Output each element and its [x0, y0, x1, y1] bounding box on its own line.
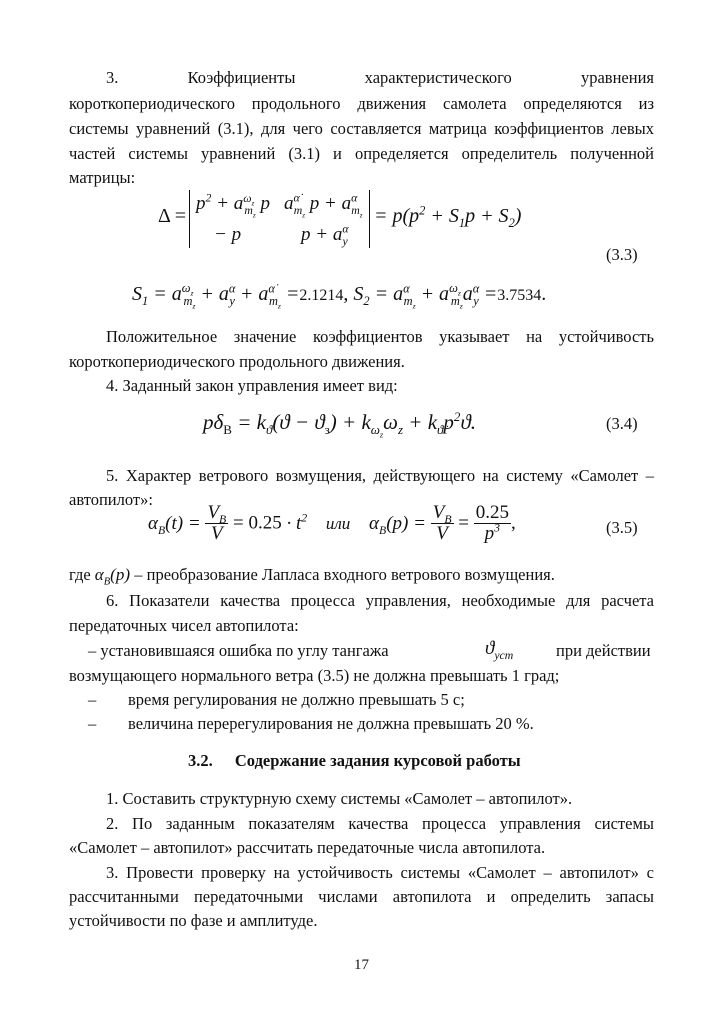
item3-word3: уравнения [580, 68, 655, 87]
task1: 1. Составить структурную схему системы «Самолет – автопилот». [106, 789, 573, 808]
det-bar-right [369, 190, 370, 248]
item5-line1: 5. Характер ветрового возмущения, действующего на систему «Самолет – [106, 466, 654, 485]
item6-line2: передаточных чисел автопилота: [69, 616, 299, 635]
item6-bullet2: время регулирования не должно превышать 5 с; [128, 690, 465, 709]
item3-line5: матрицы: [69, 168, 136, 187]
equation-number-3-5: (3.5) [606, 518, 638, 537]
item6-bullet1-part1: – установившаяся ошибка по углу тангажа [88, 641, 389, 660]
item6-line1: 6. Показатели качества процесса управления, необходимые для расчета [106, 591, 654, 610]
det-bar-left [189, 190, 190, 248]
item3-word1: 3. Коэффициенты [106, 68, 296, 87]
where-prefix: где [69, 565, 91, 584]
wind-coef-t: 0.25 [248, 512, 282, 534]
item4-text: 4. Заданный закон управления имеет вид: [106, 376, 398, 395]
task3-line2: рассчитанными передаточными числами автопилота и определить запасы [69, 887, 654, 906]
positive-line2: короткопериодического продольного движения. [69, 352, 405, 371]
task2-line2: «Самолет – автопилот» рассчитать передаточные числа автопилота. [69, 838, 546, 857]
item5-line2: автопилот»: [69, 490, 153, 509]
where-line: где $\alpha_B(p)$ – преобразование Лапласа входного ветрового возмущения. [69, 565, 555, 588]
word-or: или [325, 513, 351, 533]
page-number: 17 [354, 957, 369, 973]
item6-bullet3: величина перерегулирования не должна превышать 20 %. [128, 714, 534, 733]
wind-coef-p: 0.25 [475, 502, 509, 523]
item3-line2: короткопериодического продольного движения самолета определяются из [69, 94, 654, 113]
task2-line1: 2. По заданным показателям качества процесса управления системы [106, 814, 654, 833]
equation-number-3-3: (3.3) [606, 245, 638, 264]
task3-line1: 3. Провести проверку на устойчивость системы «Самолет – автопилот» с [106, 863, 654, 882]
section-title: Содержание задания курсовой работы [234, 751, 521, 770]
item3-line1 [106, 68, 654, 88]
dash-bullet2: – [88, 690, 97, 709]
task3-line3: устойчивости по фазе и амплитуде. [69, 911, 318, 930]
item6-bullet1-line2: возмущающего нормального ветра (3.5) не должна превышать 1 град; [69, 666, 560, 685]
where-text: – преобразование Лапласа входного ветрового возмущения. [134, 565, 555, 584]
item3-line4: частей системы уравнений (3.1) и определяется определитель полученной [69, 144, 654, 163]
s2-value: 3.7534 [497, 287, 542, 304]
item3-word2: характеристического [364, 68, 512, 87]
positive-line1: Положительное значение коэффициентов указывает на устойчивость [106, 327, 654, 346]
item6-bullet1-part2: при действии [556, 641, 651, 660]
s1-value: 2.1214 [299, 287, 344, 304]
equation-s1-s2: $S_1 = a^{\omega_z}_{m_z} + a^\alpha_y + a^{\alphȧ}_{m_z} =2.1214$, $S_2 = a^\alpha_{m_z} + a^{\omega_z}_{m_z}a^\alpha_y =3.7534$. [132, 281, 547, 311]
section-number: 3.2. [188, 751, 213, 770]
item3-line3: системы уравнений (3.1), для чего составляется матрица коэффициентов левых [69, 119, 654, 138]
pitch-error-symbol: $ϑ_{уст}$ [485, 638, 514, 662]
equation-control-law: $p\delta_B = k_ϑ(ϑ - ϑ_з) + k_{\omega_z}\omega_z + k_{ϑ̈}p^2ϑ$. [203, 409, 476, 440]
equation-wind: $\alpha_B(t)$ = $\frac{V_B}{V}$ = $0.25 \cdot t^2$ или $\alpha_B(p)$ = $\frac{V_B}{V}$ = $\frac{0.25}{p^3}$ , [148, 502, 516, 544]
equation-number-3-4: (3.4) [606, 414, 638, 433]
dash-bullet3: – [88, 714, 97, 733]
section-heading [188, 751, 521, 771]
